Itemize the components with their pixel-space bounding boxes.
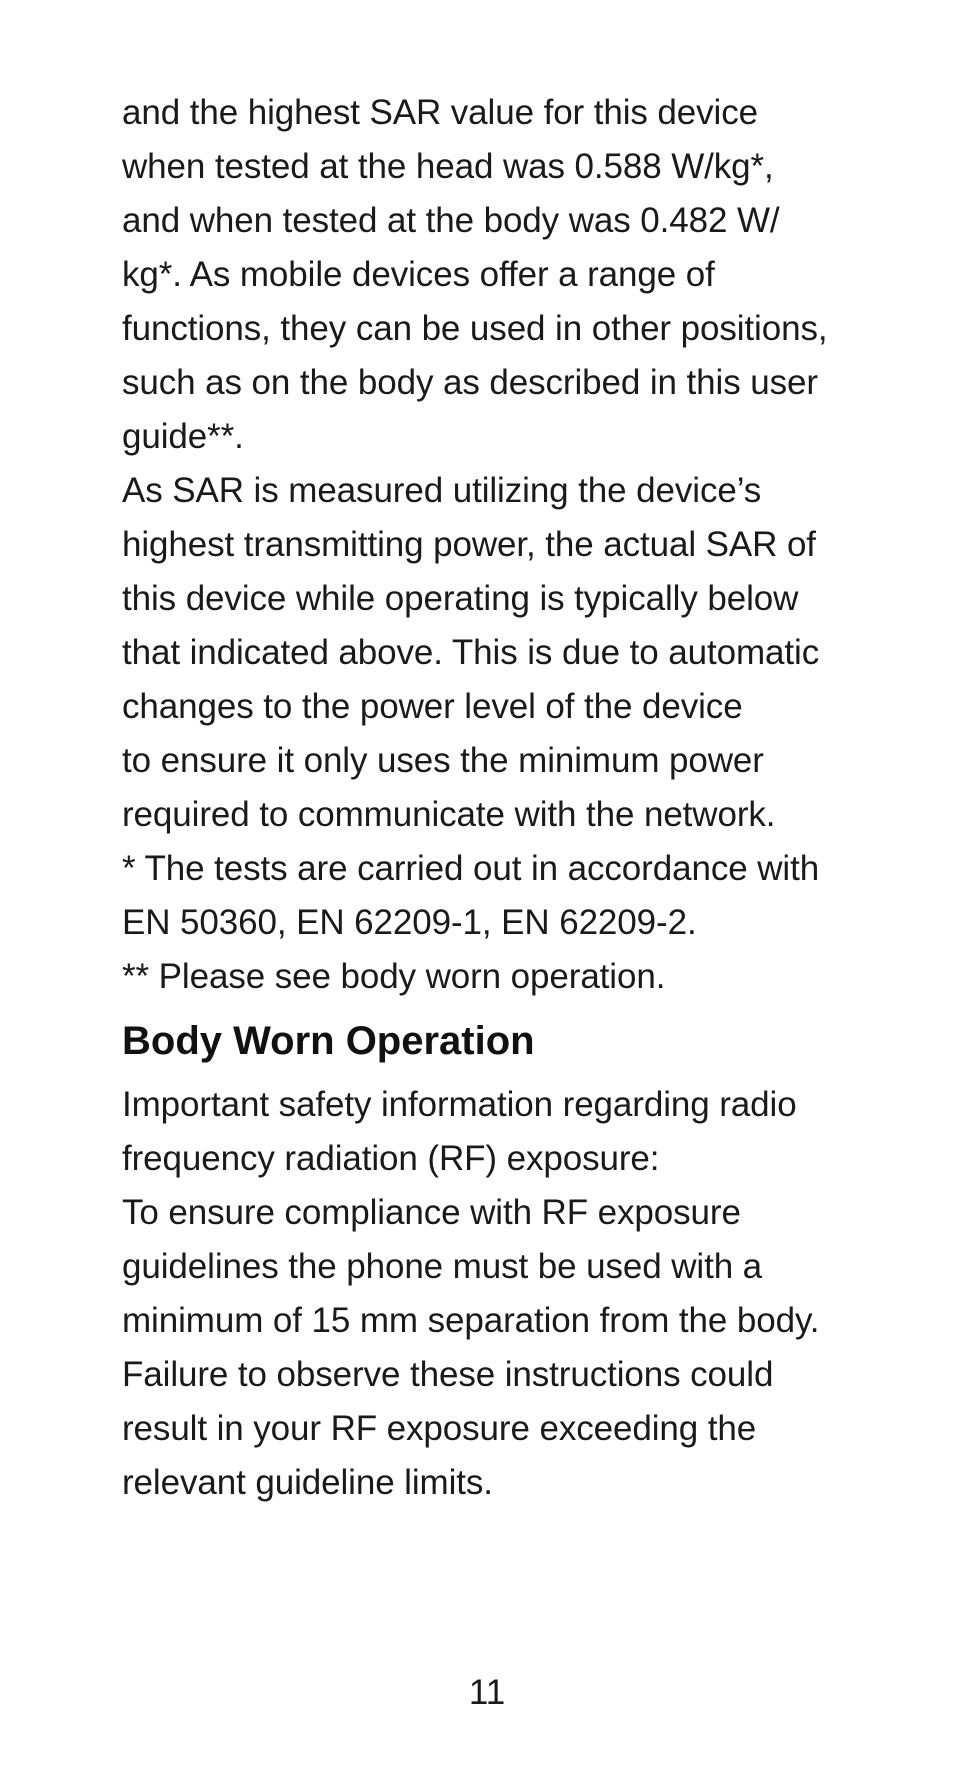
text-line: kg*. As mobile devices offer a range of — [122, 255, 715, 294]
document-page-content — [122, 86, 862, 1510]
text-line: result in your RF exposure exceeding the — [122, 1409, 757, 1448]
text-line: minimum of 15 mm separation from the body. — [122, 1301, 820, 1340]
text-line: functions, they can be used in other positions, — [122, 309, 828, 348]
text-line: guidelines the phone must be used with a — [122, 1247, 763, 1286]
page-number: 11 — [468, 1673, 506, 1712]
text-line: To ensure compliance with RF exposure — [122, 1193, 741, 1232]
text-line: Important safety information regarding radio — [122, 1085, 797, 1124]
text-line: highest transmitting power, the actual SAR of — [122, 525, 816, 564]
footnotes — [122, 842, 862, 1004]
body-worn-intro — [122, 1078, 862, 1186]
text-line: required to communicate with the network. — [122, 795, 776, 834]
text-line: guide**. — [122, 417, 244, 456]
text-line: relevant guideline limits. — [122, 1463, 493, 1502]
text-line: changes to the power level of the device — [122, 687, 743, 726]
sar-paragraph — [122, 86, 862, 464]
text-line: and the highest SAR value for this device — [122, 93, 759, 132]
text-line: that indicated above. This is due to automatic — [122, 633, 820, 672]
text-line: to ensure it only uses the minimum power — [122, 741, 764, 780]
footnote-line: ** Please see body worn operation. — [122, 957, 666, 996]
text-line: this device while operating is typically below — [122, 579, 799, 618]
text-line: As SAR is measured utilizing the device’s — [122, 471, 762, 510]
footnote-line: * The tests are carried out in accordance with — [122, 849, 820, 888]
footnote-line: EN 50360, EN 62209-1, EN 62209-2. — [122, 903, 697, 942]
text-line: Failure to observe these instructions could — [122, 1355, 774, 1394]
text-line: when tested at the head was 0.588 W/kg*, — [122, 147, 774, 186]
text-line: such as on the body as described in this user — [122, 363, 818, 402]
text-line: and when tested at the body was 0.482 W/ — [122, 201, 780, 240]
body-worn-paragraph — [122, 1186, 862, 1510]
measurement-paragraph — [122, 464, 862, 842]
text-line: frequency radiation (RF) exposure: — [122, 1139, 660, 1178]
section-heading: Body Worn Operation — [122, 1019, 535, 1063]
